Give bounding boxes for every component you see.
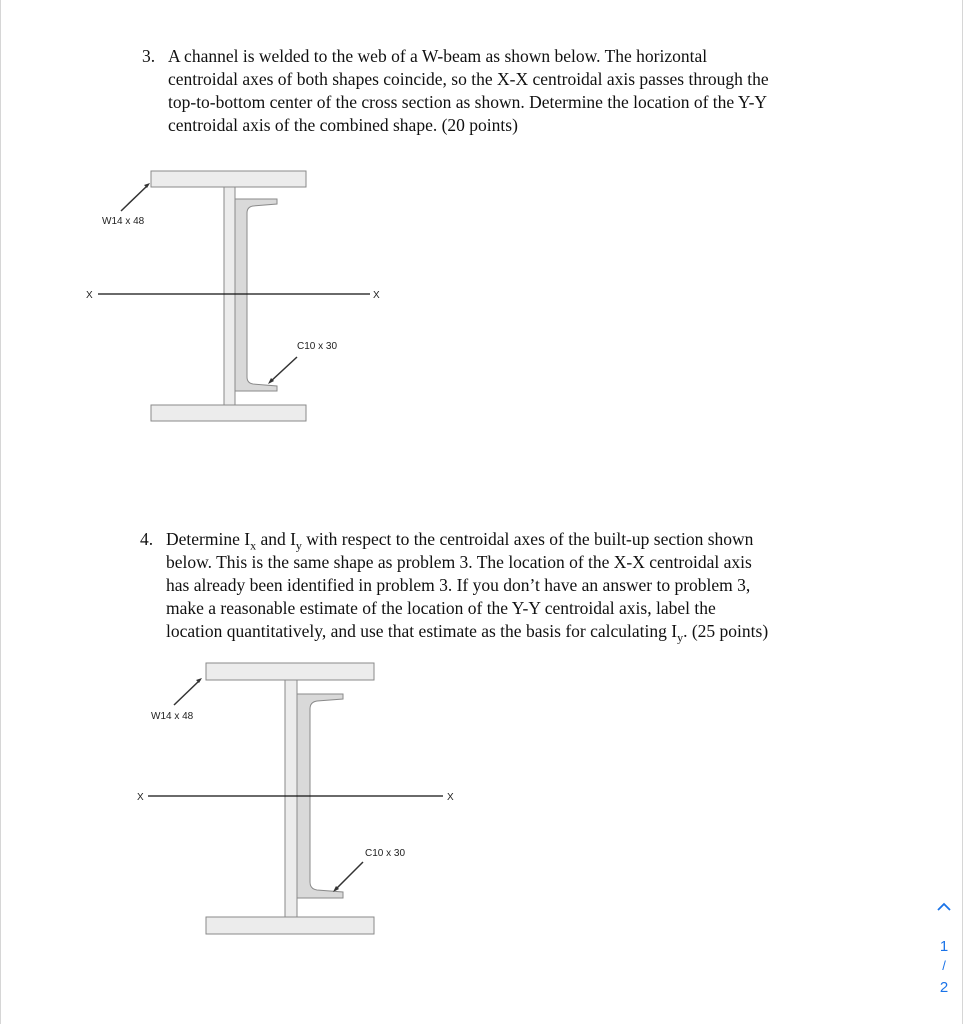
w-beam-top-flange xyxy=(206,663,374,680)
page-separator: / xyxy=(942,958,946,973)
problem-line: centroidal axes of both shapes coincide, so the X-X centroidal axis passes through the xyxy=(168,69,769,89)
channel-shape xyxy=(297,694,343,898)
w-beam-web xyxy=(224,187,235,405)
w-beam-bottom-flange xyxy=(151,405,306,421)
c-label-leader xyxy=(270,357,297,382)
problem-line: location quantitatively, and use that estimate as the basis for calculating $I_y$. (25 points) xyxy=(166,621,769,645)
problem-number: 4. xyxy=(140,529,154,549)
channel-label: C10 x 30 xyxy=(365,848,406,859)
c-label-leader xyxy=(335,862,363,890)
problem-line: make a reasonable estimate of the location of the Y-Y centroidal axis, label the xyxy=(166,598,716,618)
page-up-icon[interactable] xyxy=(926,896,962,917)
problem-number: 3. xyxy=(142,46,156,66)
problem-line: centroidal axis of the combined shape. (20 points) xyxy=(168,115,518,135)
w-beam-bottom-flange xyxy=(206,917,374,934)
w-beam-top-flange xyxy=(151,171,306,187)
w-label-leader xyxy=(121,185,148,211)
x-axis-label-left: X xyxy=(137,792,144,803)
w-label-leader xyxy=(174,680,200,705)
current-page: 1 xyxy=(939,938,949,955)
problem-line: Determine $I_x$ and $I_y$ with respect to the centroidal axes of the built-up section shown xyxy=(166,529,754,553)
problem-line: A channel is welded to the web of a W-beam as shown below. The horizontal xyxy=(168,46,708,66)
x-axis-label-left: X xyxy=(86,290,93,301)
x-axis-label-right: X xyxy=(373,290,380,301)
problem-line: top-to-bottom center of the cross section as shown. Determine the location of the Y-Y xyxy=(168,92,768,112)
total-pages: 2 xyxy=(939,979,949,996)
figure-1-cross-section xyxy=(0,0,972,460)
w-beam-web xyxy=(285,680,297,917)
channel-shape xyxy=(235,199,277,391)
w-beam-label: W14 x 48 xyxy=(151,711,194,722)
channel-label: C10 x 30 xyxy=(297,341,338,352)
problem-line: has already been identified in problem 3. If you don’t have an answer to problem 3, xyxy=(166,575,751,595)
arrowhead-icon xyxy=(196,678,202,683)
x-axis-label-right: X xyxy=(447,792,454,803)
problem-text xyxy=(166,528,768,643)
w-beam-label: W14 x 48 xyxy=(102,216,145,227)
arrowhead-icon xyxy=(333,886,339,892)
problem-line: below. This is the same shape as problem 3. The location of the X-X centroidal axis xyxy=(166,552,752,572)
